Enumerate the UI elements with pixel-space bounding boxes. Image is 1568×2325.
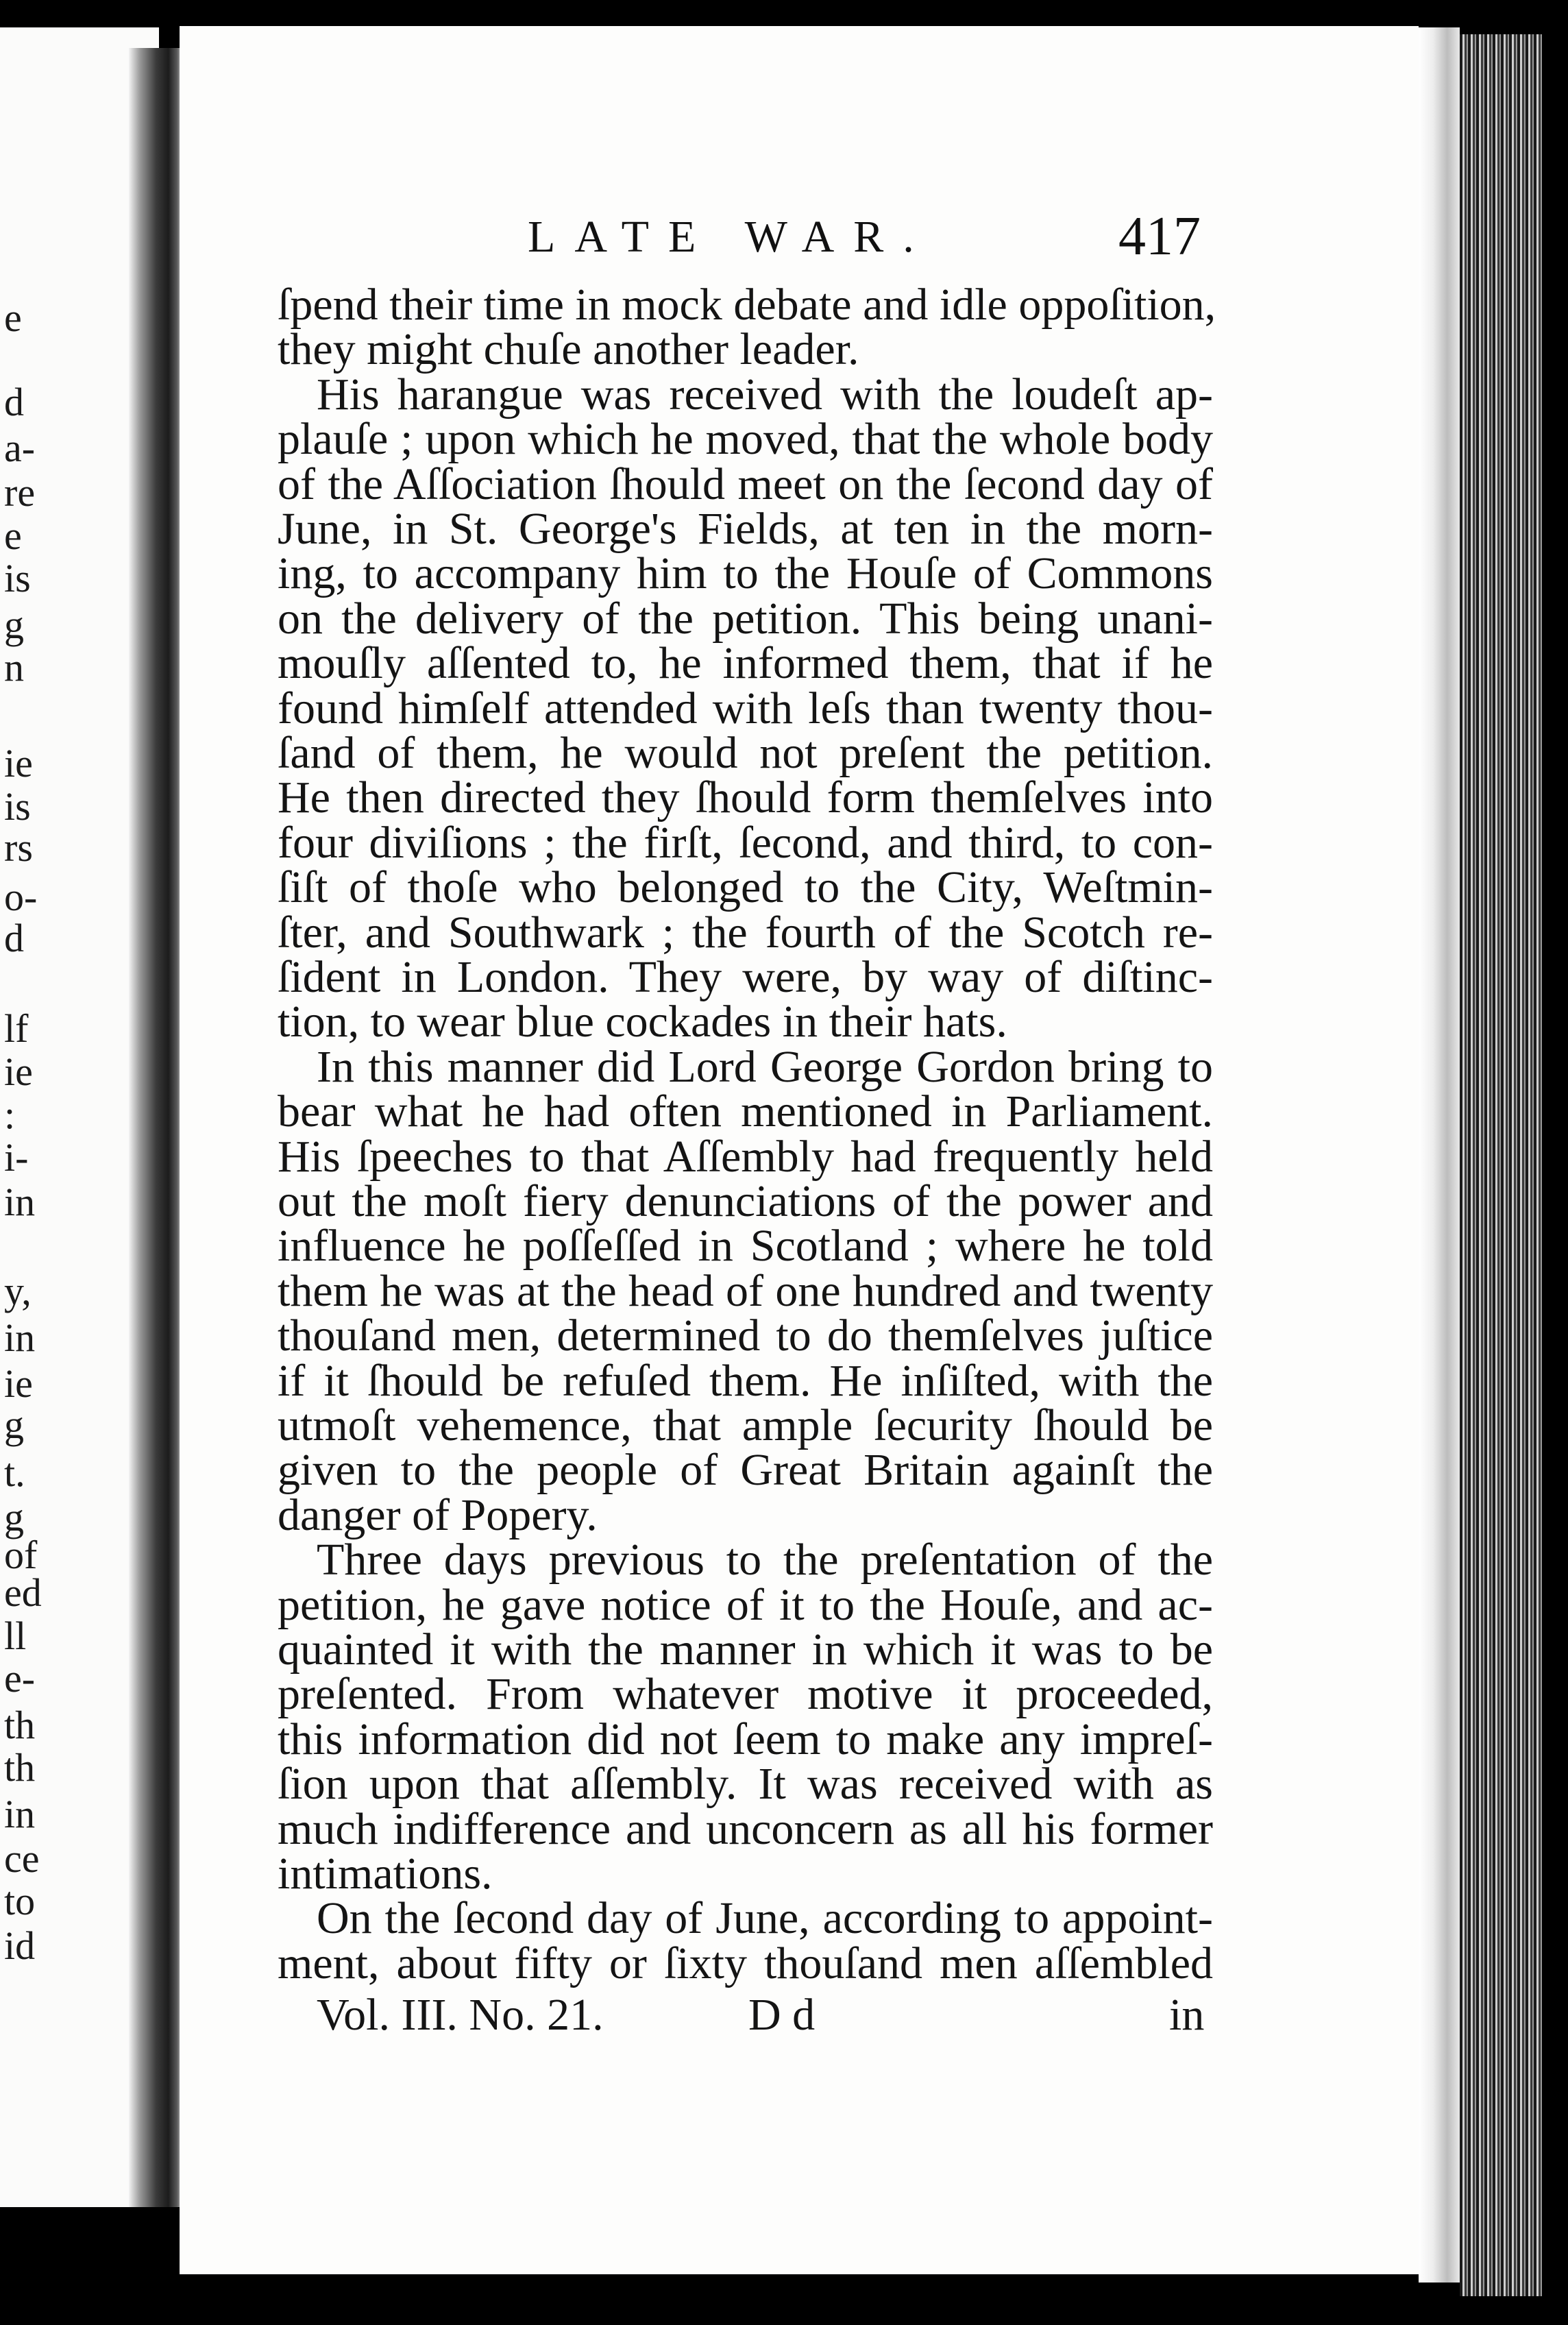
text-line: petition, he gave notice of it to the Houſe, and ac- bbox=[278, 1579, 1213, 1630]
text-line: Three days previous to the preſentation of the bbox=[317, 1535, 1213, 1585]
text-line: ſpend their time in mock debate and idle oppoſition, bbox=[278, 280, 1216, 330]
text-line: ſident in London. They were, by way of diſtinc- bbox=[278, 952, 1213, 1002]
left-page-fragment: g bbox=[4, 1402, 24, 1447]
left-page-fragment: to bbox=[4, 1879, 36, 1923]
page-fore-edge bbox=[1419, 27, 1460, 2283]
text-line: ſiſt of thoſe who belonged to the City, Weſtmin- bbox=[278, 862, 1213, 913]
text-line: danger of Popery. bbox=[278, 1489, 598, 1540]
text-line: intimations. bbox=[278, 1849, 493, 1899]
left-page-fragment: g bbox=[4, 602, 24, 647]
left-page-fragment: g bbox=[4, 1495, 24, 1539]
text-line: On the ſecond day of June, according to appoint- bbox=[317, 1893, 1213, 1944]
page-stack-edges bbox=[1460, 34, 1542, 2296]
left-page-fragment: ie bbox=[4, 1049, 33, 1094]
text-line: them he was at the head of one hundred and twenty bbox=[278, 1265, 1213, 1316]
left-page-fragment: is bbox=[4, 556, 31, 600]
left-page-fragment: a- bbox=[4, 426, 36, 470]
text-line: bear what he had often mentioned in Parliament. bbox=[278, 1086, 1213, 1137]
left-page-fragment: lf bbox=[4, 1006, 29, 1051]
text-line: He then directed they ſhould form themſelves into bbox=[278, 772, 1213, 823]
text-line: utmoſt vehemence, that ample ſecurity ſhould be bbox=[278, 1400, 1213, 1450]
text-line: this information did not ſeem to make any impreſ- bbox=[278, 1714, 1213, 1764]
text-line: His ſpeeches to that Aſſembly had frequently held bbox=[278, 1131, 1213, 1182]
left-page-fragment: ll bbox=[4, 1614, 27, 1658]
left-page-fragment: n bbox=[4, 645, 24, 690]
left-page-fragment: th bbox=[4, 1745, 36, 1790]
text-line: tion, to wear blue cockades in their hats. bbox=[278, 997, 1007, 1047]
text-line: given to the people of Great Britain againſt the bbox=[278, 1445, 1213, 1496]
left-page-fragment: e- bbox=[4, 1656, 36, 1701]
text-line: June, in St. George's Fields, at ten in the morn- bbox=[278, 504, 1213, 554]
left-page-fragment: d bbox=[4, 916, 24, 960]
book-gutter bbox=[129, 48, 184, 2207]
left-page-fragment: e bbox=[4, 295, 22, 340]
text-line: thouſand men, determined to do themſelves juſtice bbox=[278, 1311, 1213, 1361]
text-line: if it ſhould be refuſed them. He inſiſted, with the bbox=[278, 1355, 1213, 1406]
left-page-fragment: ed bbox=[4, 1570, 42, 1615]
text-line: ſion upon that aſſembly. It was received with as bbox=[278, 1759, 1213, 1810]
left-page-fragment: ce bbox=[4, 1836, 40, 1881]
text-line: In this manner did Lord George Gordon bring to bbox=[317, 1041, 1213, 1092]
left-page-fragment: y, bbox=[4, 1269, 32, 1313]
left-page-fragment: ie bbox=[4, 741, 33, 786]
left-page-fragment: d bbox=[4, 380, 24, 424]
left-page-fragment: th bbox=[4, 1703, 36, 1747]
left-page-fragment: re bbox=[4, 470, 36, 515]
text-line: ing, to accompany him to the Houſe of Commons bbox=[278, 548, 1213, 599]
left-page-fragment: is bbox=[4, 784, 31, 829]
left-page-fragment: in bbox=[4, 1315, 36, 1360]
left-page-fragment: i- bbox=[4, 1135, 29, 1180]
left-page-fragment: in bbox=[4, 1180, 36, 1224]
text-line: quainted it with the manner in which it was to be bbox=[278, 1624, 1213, 1675]
text-line: found himſelf attended with leſs than twenty thou- bbox=[278, 683, 1213, 733]
text-line: ſter, and Southwark ; the fourth of the Scotch re- bbox=[278, 907, 1213, 958]
left-page-fragment: rs bbox=[4, 825, 33, 870]
text-line: of the Aſſociation ſhould meet on the ſecond day of bbox=[278, 459, 1213, 509]
running-head: LATE WAR. bbox=[528, 212, 933, 262]
text-line: out the moſt fiery denunciations of the power and bbox=[278, 1176, 1213, 1226]
text-line: preſented. From whatever motive it proceeded, bbox=[278, 1669, 1213, 1720]
left-page-fragment: o- bbox=[4, 875, 38, 919]
text-line: much indifference and unconcern as all his former bbox=[278, 1803, 1213, 1854]
footer-volume: Vol. III. No. 21. bbox=[317, 1990, 604, 2040]
text-line: on the delivery of the petition. This being unani- bbox=[278, 593, 1213, 644]
left-page-fragment: of bbox=[4, 1533, 38, 1577]
text-line: His harangue was received with the loudeſt ap- bbox=[317, 369, 1213, 419]
left-page-fragment: in bbox=[4, 1792, 36, 1836]
page-number: 417 bbox=[1118, 206, 1201, 267]
text-line: four diviſions ; the firſt, ſecond, and third, to con- bbox=[278, 817, 1213, 868]
text-line: ment, about fifty or ſixty thouſand men aſſembled bbox=[278, 1938, 1213, 1988]
text-line: plauſe ; upon which he moved, that the whole body bbox=[278, 414, 1213, 465]
left-page-fragment: e bbox=[4, 513, 22, 558]
left-page-fragment: : bbox=[4, 1093, 16, 1137]
text-line: influence he poſſeſſed in Scotland ; where he told bbox=[278, 1221, 1213, 1271]
footer-signature: D d bbox=[748, 1990, 816, 2040]
left-page-fragment: ie bbox=[4, 1361, 33, 1406]
footer-catchword: in bbox=[1169, 1990, 1205, 2040]
text-line: mouſly aſſented to, he informed them, that if he bbox=[278, 638, 1213, 689]
left-page-fragment: id bbox=[4, 1923, 36, 1968]
text-line: they might chuſe another leader. bbox=[278, 324, 859, 375]
text-line: ſand of them, he would not preſent the petition. bbox=[278, 728, 1213, 778]
left-page-fragment: t. bbox=[4, 1450, 25, 1495]
